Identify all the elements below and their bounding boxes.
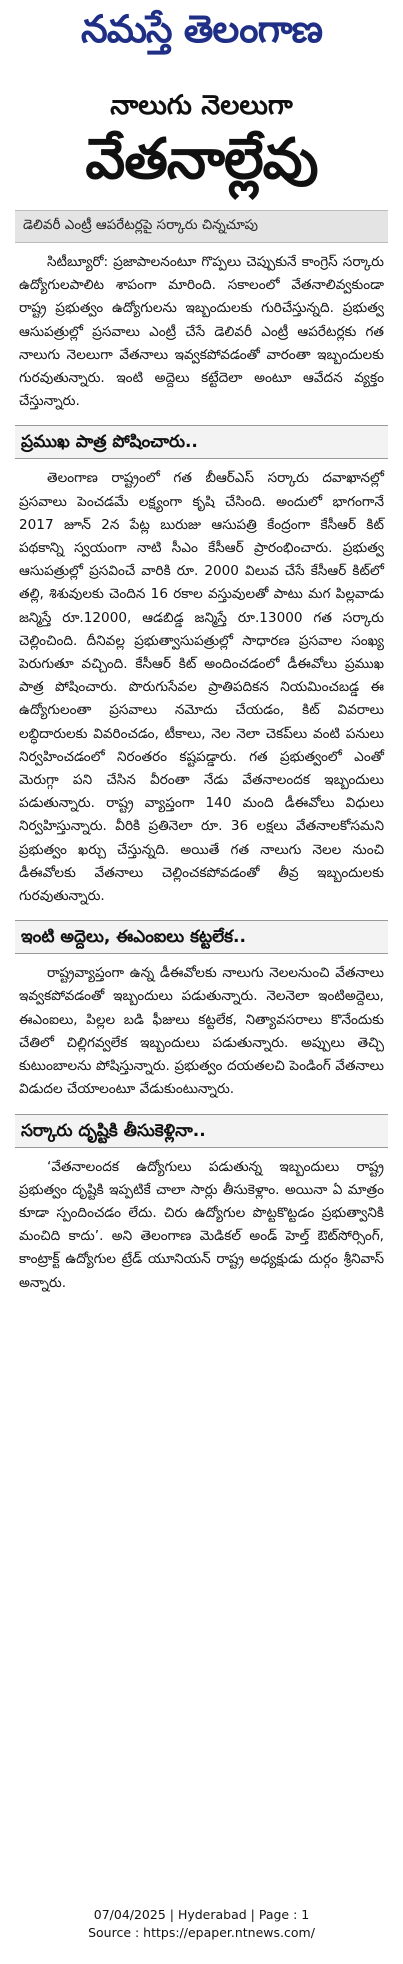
section-body-1: తెలంగాణ రాష్ట్రంలో గత బీఆర్ఎస్ సర్కారు దవాఖానల్లో ప్రసవాలు పెంచడమే లక్ష్యంగా కృషి చేసింది. అందులో భాగంగానే 2017 జూన్ 2న పేట్ల బురుజు ఆసుపత్రి కేంద్రంగా కేసీఆర్ కిట్ పథకాన్ని స్వయంగా నాటి సీఎం కేసీఆర్ ప్రారంభించారు. ప్రభుత్వ ఆసుపత్రుల్లో ప్రసవించే వారికి రూ. 2000 విలువ చేసే కేసీఆర్ కిట్‌లో తల్లి, శిశువులకు చెందిన 16 రకాల వస్తువులతో పాటు మగ పిల్లవాడు జన్మిస్తే రూ.12000, ఆడబిడ్డ జన్మిస్తే రూ.13000 గత సర్కారు చెల్లించింది. దీనివల్ల ప్రభుత్వాసుపత్రుల్లో సాధారణ ప్రసవాల సంఖ్య పెరుగుతూ వచ్చింది. కేసీఆర్ కిట్ అందించడంలో డీఈవోలు ప్రముఖ పాత్ర పోషించారు. పొరుగుసేవల ప్రాతిపదికన నియమించబడ్డ ఈ ఉద్యోగులంతా ప్రసవాలు నమోదు చేయడం, కిట్ వివరాలు లబ్ధిదారులకు వివరించడం, టీకాలు, నెల నెలా చెకప్‌లు వంటి పనులు నిర్వహించడంలో నిరంతరం కష్టపడ్డారు. గత ప్రభుత్వంలో ఎంతో మెరుగ్గా పని చేసిన వీరంతా నేడు వేతనాలందక ఇబ్బందులు పడుతున్నారు. రాష్ట్ర వ్యాప్తంగా 140 మంది డీఈవోలు విధులు నిర్వహిస్తున్నారు. వీరికి ప్రతినెలా రూ. 36 లక్షలు వేతనాలకోసమని ప్రభుత్వం ఖర్చు చేస్తున్నది. అయితే గత నాలుగు నెలల నుంచి డీఈవోలకు వేతనాలు చెల్లించకపోవడంతో తీవ్ర ఇబ్బందులకు గురవుతున్నారు. [19,470,384,905]
dateline: 07/04/2025 | Hyderabad | Page : 1 [93,1907,310,1922]
section-heading-2: ఇంటి అద్దెలు, ఈఎంఐలు కట్టలేక.. [15,920,388,954]
intro-paragraph: సిటీబ్యూరో: ప్రజాపాలనంటూ గొప్పలు చెప్పుకునే కాంగ్రెస్ సర్కారు ఉద్యోగులపాలిట శాపంగా మారింది. సకాలంలో వేతనాలివ్వకుండా రాష్ట్ర ప్రభుత్వం ఉద్యోగులను ఇబ్బందులకు గురిచేస్తున్నది. ప్రభుత్వ ఆసుపత్రుల్లో ప్రసవాలు ఎంట్రీ చేసే డెలివరీ ఎంట్రీ ఆపరేటర్లకు గత నాలుగు నెలలుగా వేతనాలు ఇవ్వకపోవడంతో వారంతా ఇబ్బందులకు గురవుతున్నారు. ఇంటి అద్దెలు కట్టేదెలా అంటూ ఆవేదన వ్యక్తం చేస్తున్నారు. [19,254,384,410]
source-link[interactable]: Source : https://epaper.ntnews.com/ [88,1925,315,1940]
kicker-line: నాలుగు నెలలుగా [110,90,293,121]
section-heading-3: సర్కారు దృష్టికి తీసుకెళ్లినా.. [15,1114,388,1148]
section-body-3: ‘వేతనాలందక ఉద్యోగులు పడుతున్న ఇబ్బందులు రాష్ట్ర ప్రభుత్వం దృష్టికి ఇప్పటికే చాలా సార్లు తీసుకెళ్లాం. అయినా ఏ మాత్రం కూడా స్పందించడం లేదు. చిరు ఉద్యోగుల పొట్టకొట్టడం ప్రభుత్వానికి మంచిది కాదు’. అని తెలంగాణ మెడికల్ అండ్ హెల్త్ ఔట్‌సోర్సింగ్, కాంట్రాక్ట్ ఉద్యోగుల ట్రేడ్ యూనియన్ రాష్ట్ర అధ్యక్షుడు దుర్గం శ్రీనివాస్ అన్నారు. [19,1158,384,1291]
subheadline: డెలివరీ ఎంట్రీ ఆపరేటర్లపై సర్కారు చిన్నచూపు [15,210,388,243]
page-footer [0,1906,403,1942]
headline: వేతనాల్లేవు [85,127,318,192]
masthead [0,0,403,68]
newspaper-logo: నమస్తే తెలంగాణ [81,7,322,51]
news-clipping [15,82,388,1882]
section-heading-1: ప్రముఖ పాత్ర పోషించారు.. [15,425,388,459]
section-body-2: రాష్ట్రవ్యాప్తంగా ఉన్న డీఈవోలకు నాలుగు నెలలనుంచి వేతనాలు ఇవ్వకపోవడంతో ఇబ్బందులు పడుతున్నారు. నెలనెలా ఇంటిఅద్దెలు, ఈఎంఐలు, పిల్లల బడి ఫీజులు కట్టలేక, నిత్యావసరాలు కొనేందుకు చేతిలో చిల్లిగవ్వలేక ఇబ్బందులు పడుతున్నారు. అప్పులు తెచ్చి కుటుంబాలను పోషిస్తున్నారు. ప్రభుత్వం దయతలచి పెండింగ్ వేతనాలు విడుదల చేయాలంటూ వేడుకుంటున్నారు. [19,965,384,1098]
